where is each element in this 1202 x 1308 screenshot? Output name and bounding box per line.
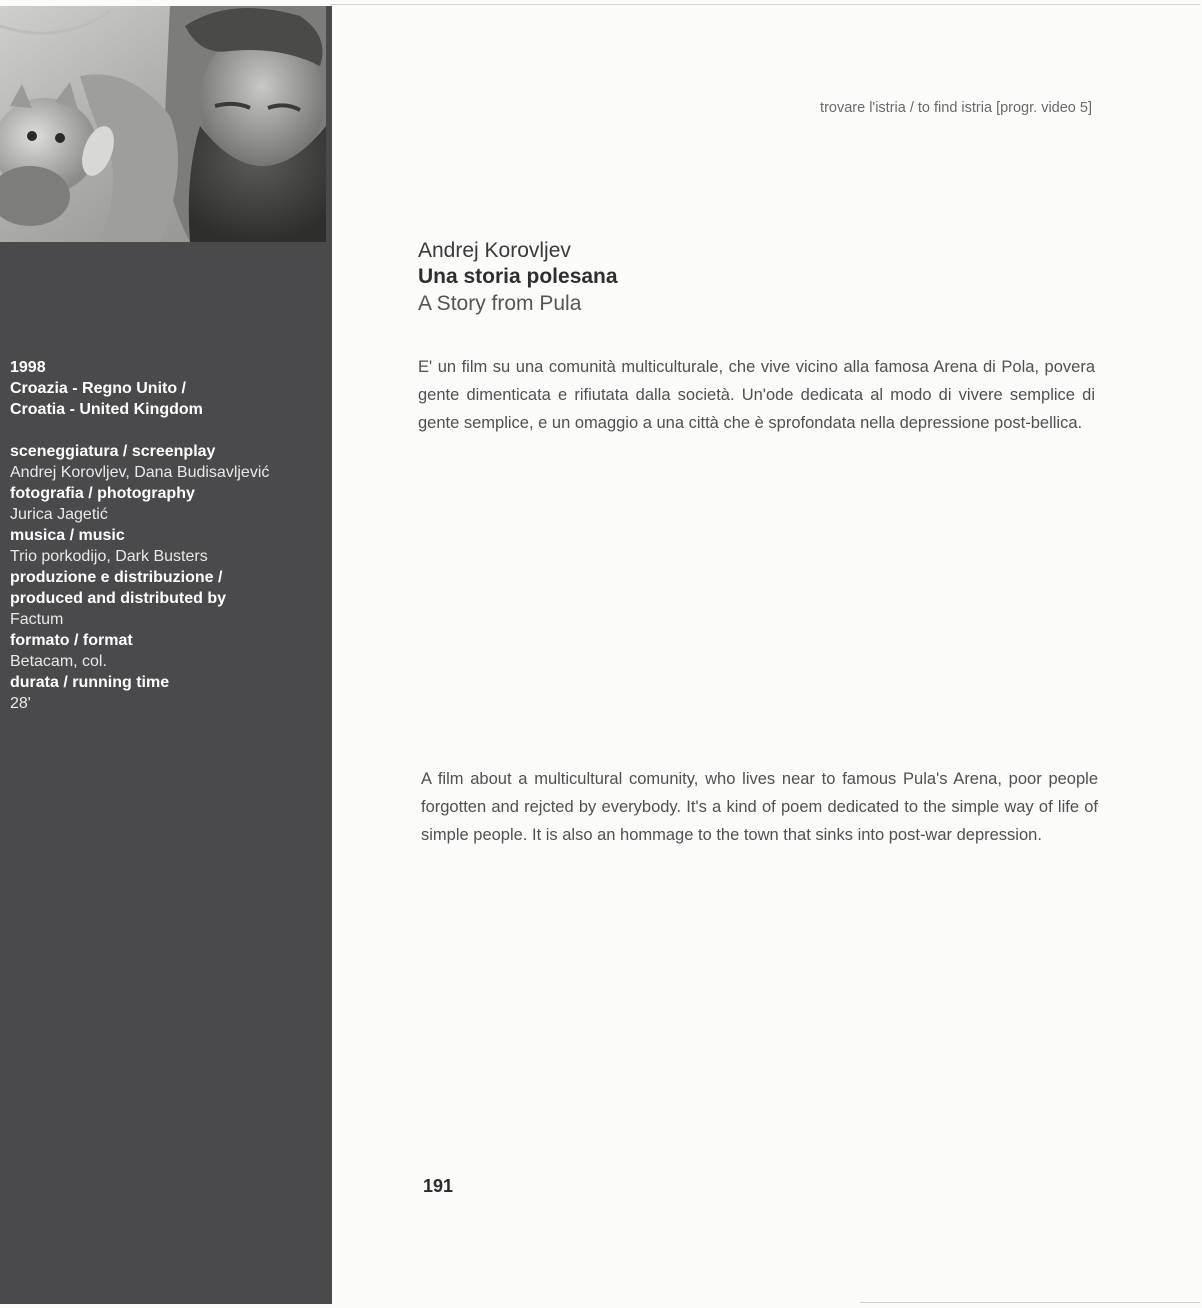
credit-spacer (10, 420, 325, 441)
credit-format-value: Betacam, col. (10, 653, 107, 670)
credit-runtime-label: durata / running time (10, 674, 170, 691)
synopsis-italian: E' un film su una comunità multiculturale, che vive vicino alla famosa Arena di Pola, povera gente dimenticata e rifiutata dalla società. Un'ode dedicata al modo di vivere semplice di gente semplice, e un omaggio a una città che è sprofondata nella depressione post-bellica. (418, 358, 1095, 432)
page-edge-top (330, 4, 1200, 5)
credit-format-label: formato / format (10, 632, 133, 649)
credit-production-label-2: produced and distributed by (10, 590, 227, 607)
credit-photography-value: Jurica Jagetić (10, 506, 108, 523)
credit-screenplay-label: sceneggiatura / screenplay (10, 443, 216, 460)
credit-screenplay-value: Andrej Korovljev, Dana Budisavljević (10, 464, 270, 481)
page-number: 191 (423, 1176, 454, 1196)
credit-year: 1998 (10, 359, 46, 376)
credit-country-it: Croazia - Regno Unito / (10, 380, 186, 397)
film-title-english: A Story from Pula (418, 292, 582, 315)
synopsis-english: A film about a multicultural comunity, who lives near to famous Pula's Arena, poor people forgotten and rejcted by everybody. It's a kind of poem dedicated to the simple way of life of simple people. It is also an hommage to the town that sinks into post-war depression. (421, 770, 1098, 844)
film-author: Andrej Korovljev (418, 239, 571, 262)
page-edge-bottom (860, 1302, 1200, 1303)
credit-photography-label: fotografia / photography (10, 485, 195, 502)
credit-runtime-value: 28' (10, 695, 31, 712)
film-title-block (418, 237, 1098, 317)
film-still-image (0, 6, 326, 242)
film-still-photo (0, 6, 326, 242)
credit-music-label: musica / music (10, 527, 125, 544)
credit-country-en: Croatia - United Kingdom (10, 401, 203, 418)
credits-list (10, 357, 325, 714)
credit-music-value: Trio porkodijo, Dark Busters (10, 548, 208, 565)
running-header: trovare l'istria / to find istria [progr. video 5] (820, 100, 1092, 116)
film-title-italian: Una storia polesana (418, 265, 618, 288)
credit-production-value: Factum (10, 611, 64, 628)
credit-production-label-1: produzione e distribuzione / (10, 569, 223, 586)
